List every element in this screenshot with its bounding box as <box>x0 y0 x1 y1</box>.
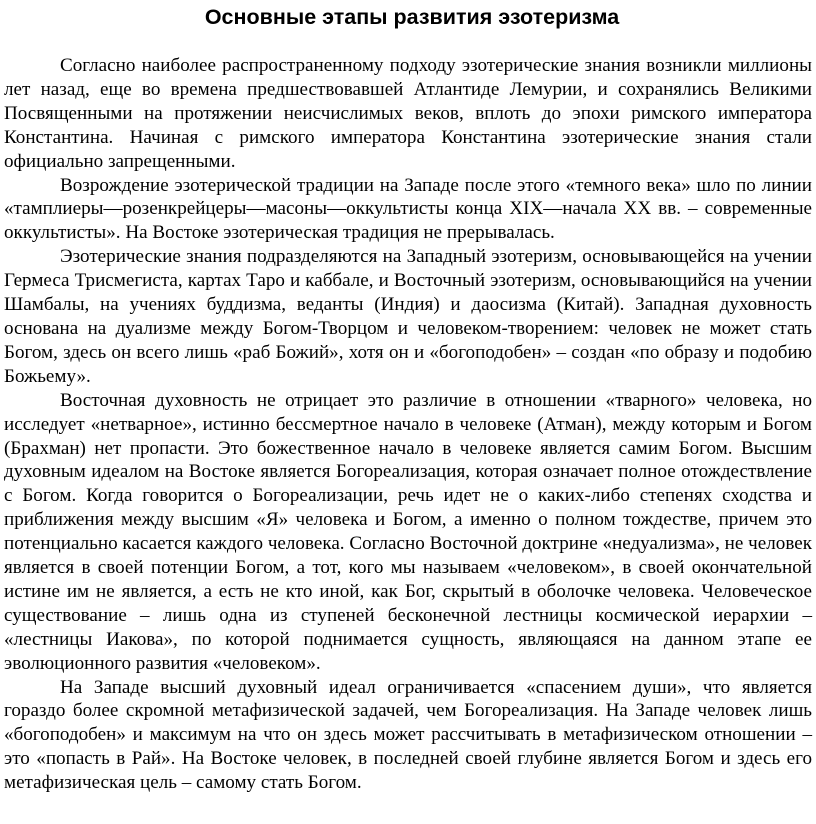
paragraph: Эзотерические знания подразделяются на Западный эзотеризм, основывающейся на учении Гермеса Трисмегиста, картах Таро и каббале, и Восточный эзотеризм, основывающийся на учении Шамбалы, на учениях буддизма, веданты (Индия) и даосизма (Китай). Западная духовность основана на дуализме между Богом-Творцом и человеком-творением: человек не может стать Богом, здесь он всего лишь «раб Божий», хотя он и «богоподобен» – создан «по образу и подобию Божьему». <box>4 246 812 387</box>
paragraph: На Западе высший духовный идеал ограничивается «спасением души», что является гораздо более скромной метафизической задачей, чем Богореализация. На Западе человек лишь «богоподобен» и максимум на что он здесь может рассчитывать в метафизическом отношении – это «попасть в Рай». На Востоке человек, в последней своей глубине является Богом и здесь его метафизическая цель – самому стать Богом. <box>4 676 812 794</box>
paragraph: Восточная духовность не отрицает это различие в отношении «тварного» человека, но исследует «нетварное», истинно бессмертное начало в человеке (Атман), между которым и Богом (Брахман) нет пропасти. Это божественное начало в человеке является самим Богом. Высшим духовным идеалом на Востоке является Богореализация, которая означает полное отождествление с Богом. Когда говорится о Богореализации, речь идет не о каких-либо степенях сходства и приближения между высшим «Я» человека и Богом, а именно о полном тождестве, причем это потенциально касается каждого человека. Согласно Восточной доктрине «недуализма», не человек является в своей потенции Богом, а тот, кого мы называем «человеком», в своей окончательной истине им не является, а есть не кто иной, как Бог, скрытый в оболочке человека. Человеческое существование – лишь одна из ступеней бесконечной лестницы космической иерархии – «лестницы Иакова», по которой поднимается сущность, являющаяся на данном этапе ее эволюционного развития «человеком». <box>4 389 812 674</box>
paragraph: Возрождение эзотерической традиции на Западе после этого «темного века» шло по линии «тамплиеры—розенкрейцеры—масоны—оккультисты конца XIX—начала XX вв. – современные оккультисты». На Востоке эзотерическая традиция не прерывалась. <box>4 174 812 244</box>
document-title: Основные этапы развития эзотеризма <box>204 5 620 29</box>
title-spacer <box>4 34 812 54</box>
paragraph: Согласно наиболее распространенному подходу эзотерические знания возникли миллионы лет назад, еще во времена предшествовавшей Атлантиде Лемурии, и сохранялись Великими Посвященными на протяжении неисчислимых веков, вплоть до эпохи римского императора Константина. Начиная с римского императора Константина эзотерические знания стали официально запрещенными. <box>4 55 812 172</box>
document-body <box>4 54 812 795</box>
